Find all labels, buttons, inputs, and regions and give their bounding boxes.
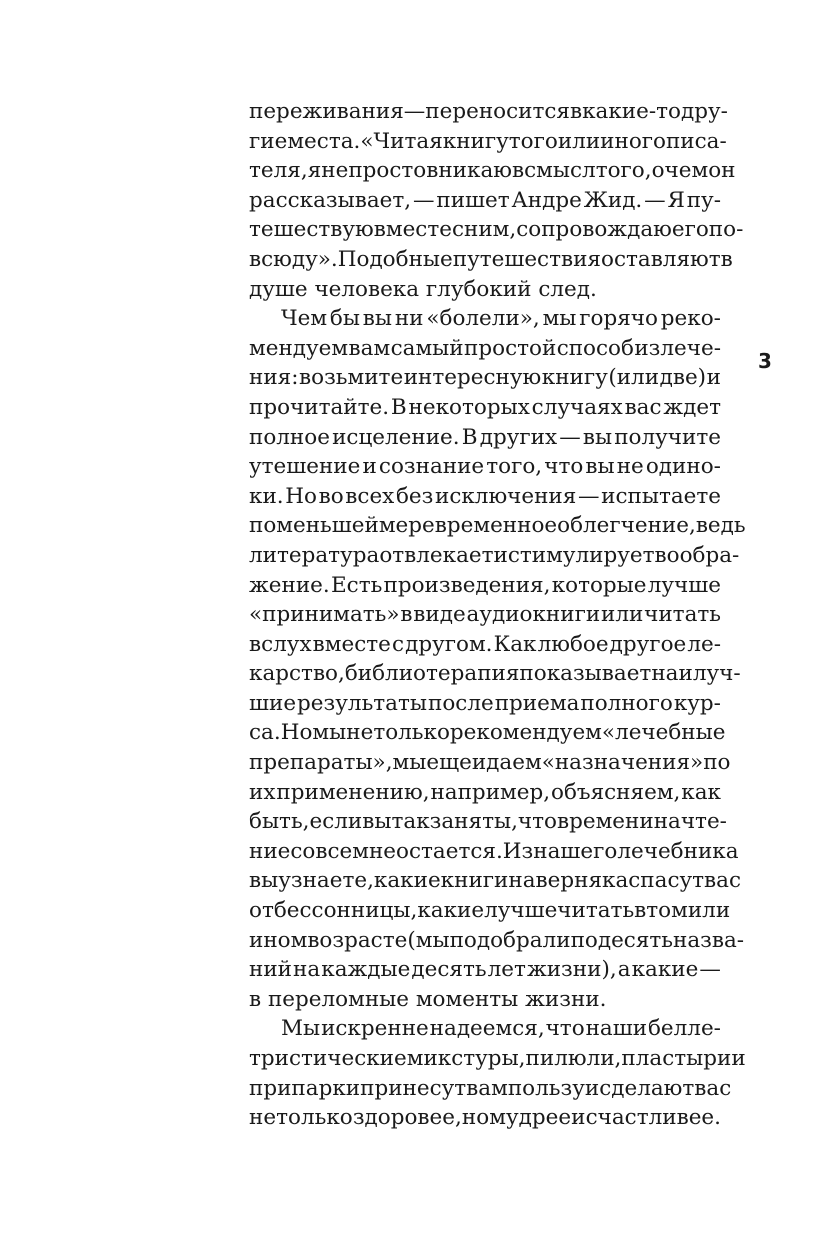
text-line: всюду». Подобные путешествия оставляют в [249,246,733,272]
body-text [249,97,746,1133]
text-line: утешение и сознание того, что вы не одино- [249,454,721,480]
page-number: 3 [758,349,772,373]
text-line: препараты», мы еще и даем «назначения» по [249,750,731,776]
text-line: ки. Но во всех без исключения — испытаете [249,483,721,509]
text-line: ния: возьмите интересную книгу (или две) и [249,365,721,391]
text-line: тристические микстуры, пилюли, пластыри и [249,1046,746,1071]
text-line: тешествую вместе с ним, сопровождаю его по- [249,217,744,243]
text-line: карство, библиотерапия показывает наилуч- [249,661,741,687]
text-line: их применению, например, объясняем, как [249,779,721,805]
text-line: вслух вместе с другом. Как любое другое ле- [249,631,721,657]
text-line: припарки принесут вам пользу и сделают вас [249,1075,732,1101]
text-line: полное исцеление. В других — вы получите [249,424,721,450]
text-line: литература отвлекает и стимулирует вообра- [249,542,740,568]
text-line: Мы искренне надеемся, что наши белле- [281,1016,721,1042]
text-line: не только здоровее, но мудрее и счастливее. [249,1105,721,1131]
text-line: ином возрасте (мы подобрали по десять назва- [249,927,745,953]
text-line: в переломные моменты жизни. [249,986,607,1012]
text-line: шие результаты после приема полного кур- [249,690,721,716]
text-line: «принимать» в виде аудиокниги или читать [249,602,721,628]
text-line: рассказывает, — пишет Андре Жид. — Я пу- [249,187,721,213]
text-line: Чем бы вы ни «болели», мы горячо реко- [281,306,721,332]
text-line: са. Но мы не только рекомендуем «лечебные [249,720,726,746]
text-line: жение. Есть произведения, которые лучше [249,572,721,598]
text-line: гие места. «Читая книгу того или иного писа- [249,128,727,154]
text-line: быть, если вы так заняты, что времени на чте- [249,809,727,835]
text-line: вы узнаете, какие книги наверняка спасут вас [249,868,742,894]
text-line: переживания — переносится в какие-то дру- [249,99,728,124]
text-line: мендуем вам самый простой способ излече- [249,335,721,361]
text-line: прочитайте. В некоторых случаях вас ждет [249,394,721,420]
text-line: душе человека глубокий след. [249,276,597,302]
text-line: теля, я не просто вникаю в смысл того, о чем он [249,158,736,184]
text-line: ний на каждые десять лет жизни), а какие — [249,957,721,983]
text-line: ние совсем не остается. Из нашего лечебника [249,838,739,864]
text-line: от бессонницы, какие лучше читать в том или [249,898,731,924]
text-line: по меньшей мере временное облегчение, ведь [249,513,746,539]
